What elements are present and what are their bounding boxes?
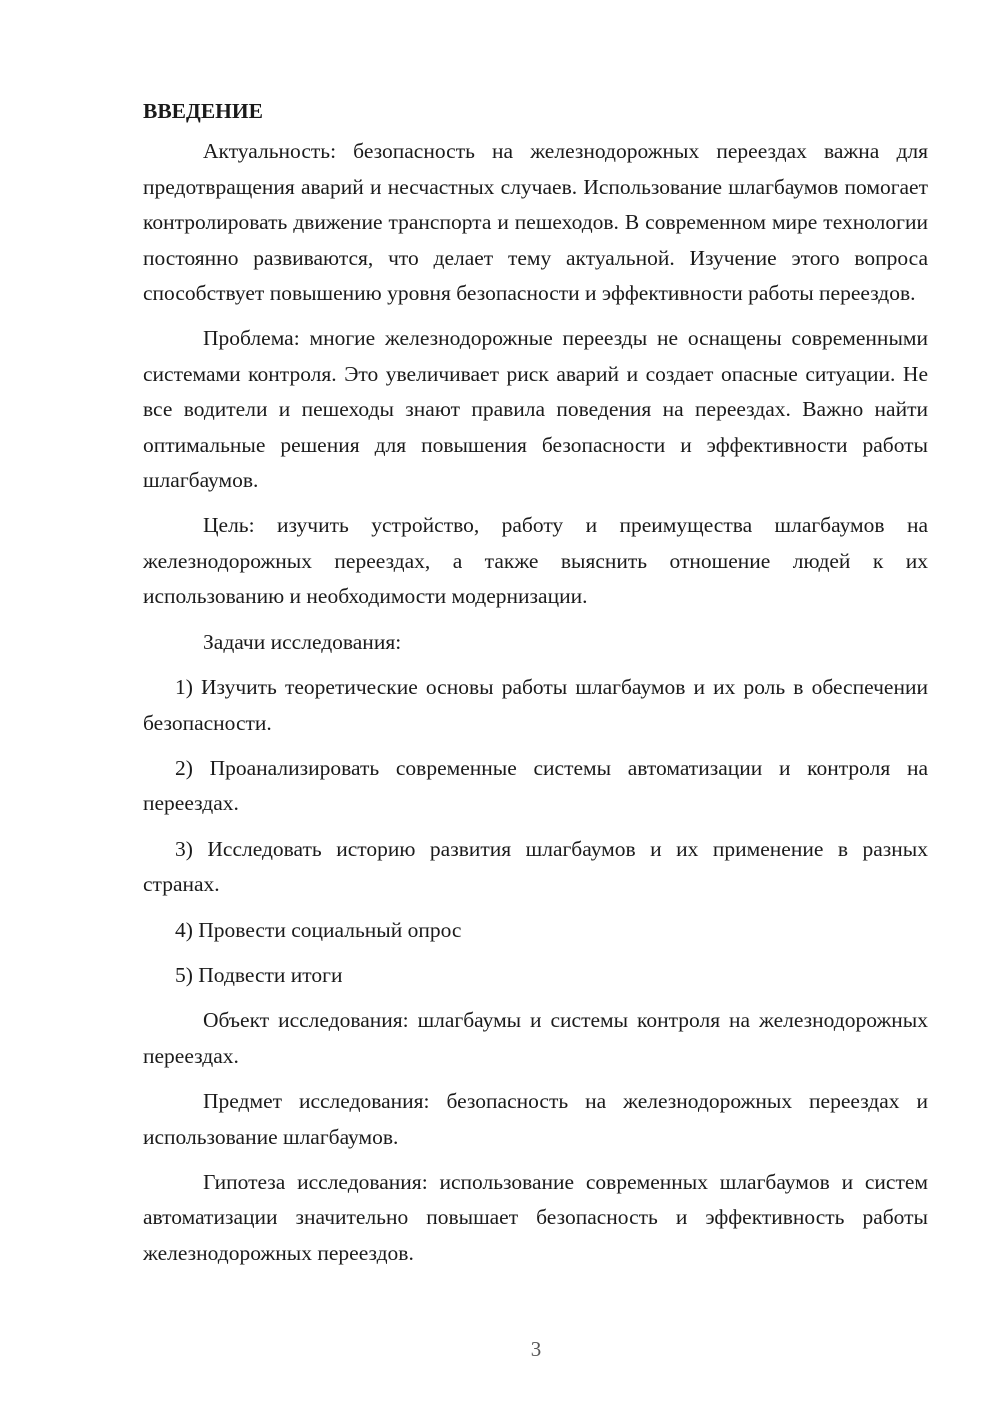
paragraph-subject: Предмет исследования: безопасность на железнодорожных переездах и использование шлагбаумов. [143, 1089, 928, 1149]
paragraph-tasks-heading: Задачи исследования: [203, 629, 402, 654]
task-item-2: 2) Проанализировать современные системы автоматизации и контроля на переездах. [143, 755, 928, 816]
paragraph-relevance: Актуальность: безопасность на железнодорожных переездах важна для предотвращения аварий и несчастных случаев. Использование шлагбаумов помогает контролировать движение транспорта и пешеходов. В современном мире технологии постоянно развиваются, что делает тему актуальной. Изучение этого вопроса способствует повышению уровня безопасности и эффективности работы переездов. [143, 139, 928, 306]
paragraph-hypothesis: Гипотеза исследования: использование современных шлагбаумов и систем автоматизации значительно повышает безопасность и эффективность работы железнодорожных переездов. [143, 1169, 928, 1265]
task-item-1: 1) Изучить теоретические основы работы шлагбаумов и их роль в обеспечении безопасности. [143, 675, 928, 735]
paragraph-goal: Цель: изучить устройство, работу и преимущества шлагбаумов на железнодорожных переездах, а также выяснить отношение людей к их использованию и необходимости модернизации. [143, 513, 928, 609]
page-content [143, 94, 928, 1281]
task-item-4: 4) Провести социальный опрос [175, 917, 462, 942]
paragraph-object: Объект исследования: шлагбаумы и системы контроля на железнодорожных переездах. [143, 1008, 928, 1068]
task-item-5: 5) Подвести итоги [175, 962, 343, 987]
paragraph-problem: Проблема: многие железнодорожные переезды не оснащены современными системами контроля. Это увеличивает риск аварий и создает опасные ситуации. Не все водители и пешеходы знают правила поведения на переездах. Важно найти оптимальные решения для повышения безопасности и эффективности работы шлагбаумов. [143, 326, 928, 493]
section-title: ВВЕДЕНИЕ [143, 99, 263, 123]
task-item-3: 3) Исследовать историю развития шлагбаумов и их применение в разных странах. [143, 836, 928, 897]
page-number: 3 [530, 1337, 542, 1361]
